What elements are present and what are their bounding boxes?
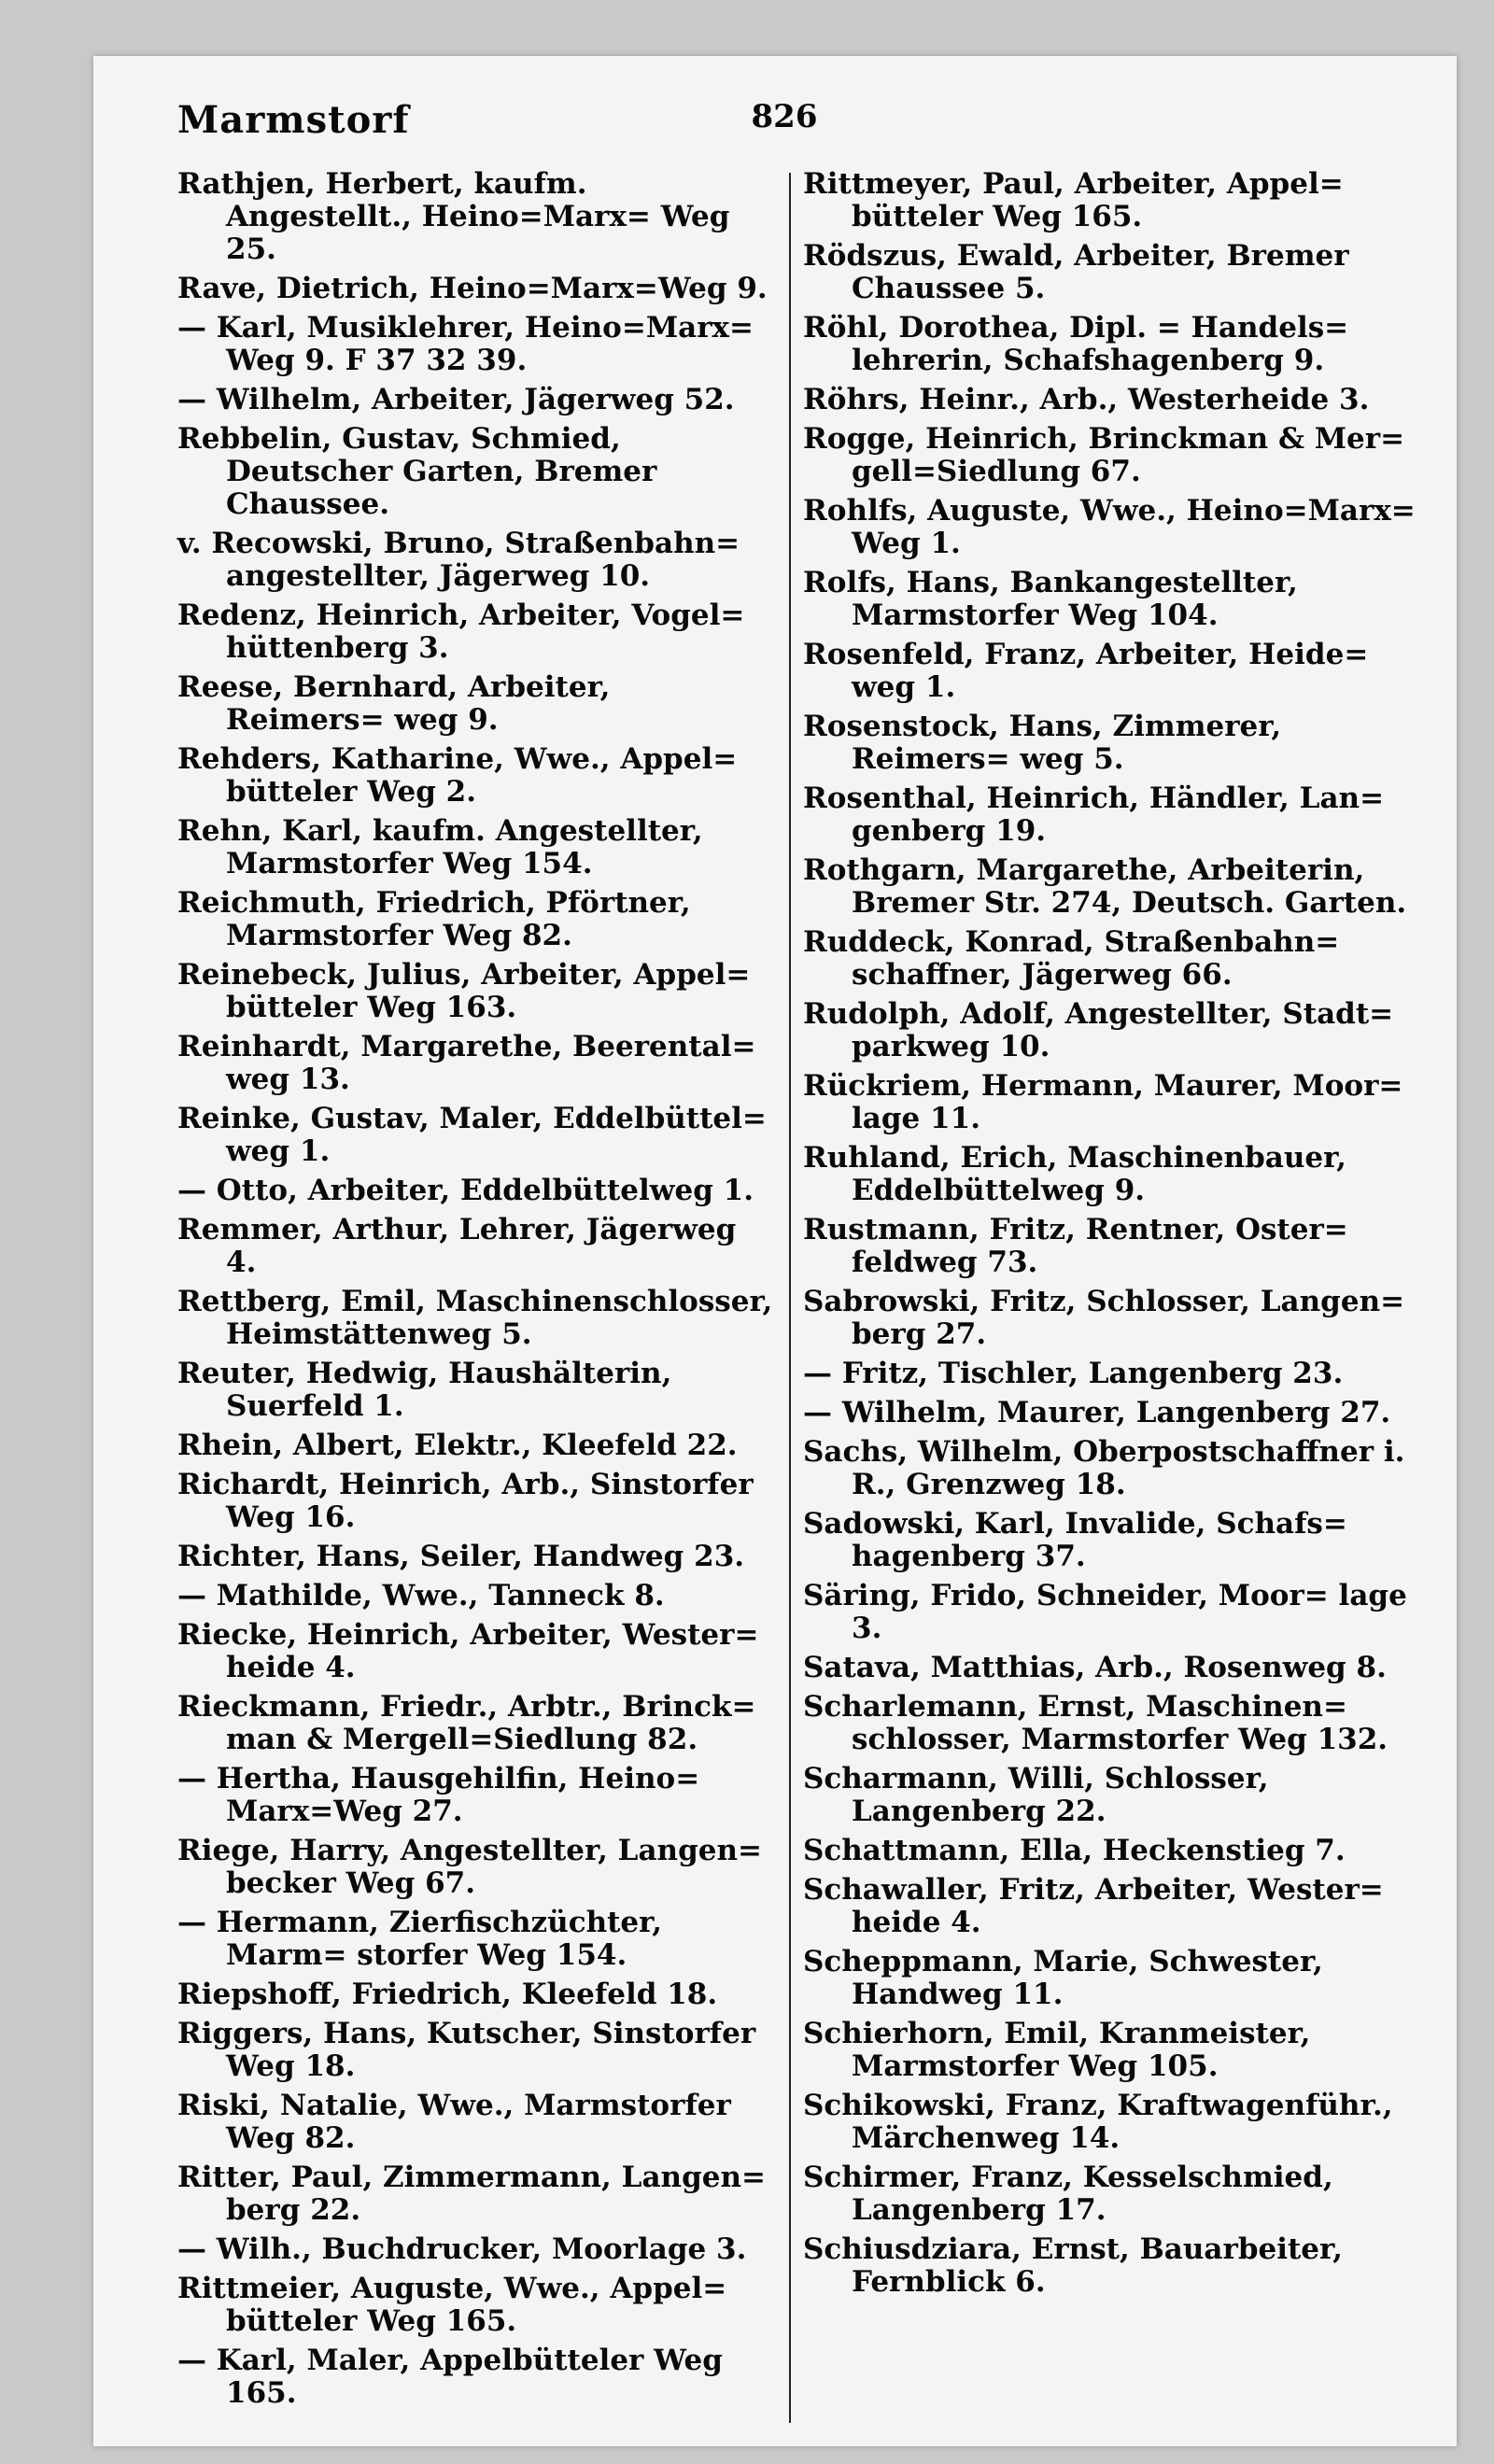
directory-entry: Riepshoff, Friedrich, Kleefeld 18.	[177, 1978, 718, 2011]
directory-entry: Rehders, Katharine, Wwe., Appel= bütteler Weg 2.	[177, 742, 738, 809]
directory-entry: Rebbelin, Gustav, Schmied, Deutscher Garten, Bremer Chaussee.	[177, 422, 657, 521]
directory-entry: Redenz, Heinrich, Arbeiter, Vogel= hüttenberg 3.	[177, 598, 745, 665]
directory-entry: — Wilh., Buchdrucker, Moorlage 3.	[177, 2232, 747, 2266]
directory-entry: Richardt, Heinrich, Arb., Sinstorfer Weg 16.	[177, 1468, 754, 1534]
directory-entry: Riecke, Heinrich, Arbeiter, Wester= heide 4.	[177, 1618, 759, 1684]
directory-entry: — Hertha, Hausgehilfin, Heino= Marx=Weg 27.	[177, 1762, 700, 1828]
directory-entry: Rhein, Albert, Elektr., Kleefeld 22.	[177, 1429, 738, 1462]
directory-entry: Scheppmann, Marie, Schwester, Handweg 11.	[803, 1945, 1323, 2011]
column-divider	[789, 173, 791, 2423]
directory-entry: Rosenfeld, Franz, Arbeiter, Heide= weg 1.	[803, 638, 1369, 704]
directory-entry: Riege, Harry, Angestellter, Langen= becker Weg 67.	[177, 1834, 762, 1900]
directory-entry: Satava, Matthias, Arb., Rosenweg 8.	[803, 1651, 1387, 1684]
directory-entry: Reinebeck, Julius, Arbeiter, Appel= bütteler Weg 163.	[177, 958, 751, 1024]
directory-entry: Ruhland, Erich, Maschinenbauer, Eddelbüttelweg 9.	[803, 1141, 1346, 1207]
directory-entry: Remmer, Arthur, Lehrer, Jägerweg 4.	[177, 1213, 737, 1279]
directory-entry: Rogge, Heinrich, Brinckman & Mer= gell=Siedlung 67.	[803, 422, 1405, 488]
directory-entry: — Mathilde, Wwe., Tanneck 8.	[177, 1579, 665, 1612]
directory-entry: Rave, Dietrich, Heino=Marx=Weg 9.	[177, 272, 768, 305]
directory-entry: Reese, Bernhard, Arbeiter, Reimers= weg 9.	[177, 670, 611, 737]
directory-entry: Rustmann, Fritz, Rentner, Oster= feldweg 73.	[803, 1213, 1348, 1279]
directory-entry: Rudolph, Adolf, Angestellter, Stadt= parkweg 10.	[803, 997, 1394, 1063]
directory-entry: Reinke, Gustav, Maler, Eddelbüttel= weg 1.	[177, 1102, 767, 1168]
running-head: Marmstorf	[177, 98, 410, 142]
page-number: 826	[751, 98, 818, 135]
directory-entry: Richter, Hans, Seiler, Handweg 23.	[177, 1540, 745, 1573]
directory-entry: Reichmuth, Friedrich, Pförtner, Marmstorfer Weg 82.	[177, 886, 691, 952]
directory-entry: Rettberg, Emil, Maschinenschlosser, Heimstättenweg 5.	[177, 1285, 773, 1351]
directory-entry: Schiusdziara, Ernst, Bauarbeiter, Fernblick 6.	[803, 2232, 1343, 2299]
directory-entry: Schikowski, Franz, Kraftwagenführ., Märchenweg 14.	[803, 2089, 1393, 2155]
directory-entry: Rieckmann, Friedr., Arbtr., Brinck= man & Mergell=Siedlung 82.	[177, 1690, 756, 1756]
directory-entry: Reinhardt, Margarethe, Beerental= weg 13.	[177, 1030, 756, 1096]
directory-entry: Rathjen, Herbert, kaufm. Angestellt., Heino=Marx= Weg 25.	[177, 167, 730, 266]
directory-entry: Röhrs, Heinr., Arb., Westerheide 3.	[803, 383, 1370, 416]
directory-entry: Schirmer, Franz, Kesselschmied, Langenberg 17.	[803, 2161, 1333, 2227]
directory-entry: Schierhorn, Emil, Kranmeister, Marmstorfer Weg 105.	[803, 2017, 1311, 2083]
directory-entry: Rohlfs, Auguste, Wwe., Heino=Marx= Weg 1.	[803, 494, 1416, 560]
directory-entry: v. Recowski, Bruno, Straßenbahn= angestellter, Jägerweg 10.	[177, 527, 740, 593]
directory-entry: — Karl, Maler, Appelbütteler Weg 165.	[177, 2344, 723, 2410]
right-column	[803, 168, 1419, 2305]
directory-entry: Scharlemann, Ernst, Maschinen= schlosser, Marmstorfer Weg 132.	[803, 1690, 1388, 1756]
directory-entry: Rückriem, Hermann, Maurer, Moor= lage 11.	[803, 1069, 1403, 1135]
directory-entry: Sachs, Wilhelm, Oberpostschaffner i. R., Grenzweg 18.	[803, 1435, 1405, 1501]
directory-entry: Schawaller, Fritz, Arbeiter, Wester= heide 4.	[803, 1873, 1384, 1939]
directory-entry: Schattmann, Ella, Heckenstieg 7.	[803, 1834, 1346, 1867]
directory-entry: — Fritz, Tischler, Langenberg 23.	[803, 1357, 1344, 1390]
directory-entry: Rosenstock, Hans, Zimmerer, Reimers= weg 5.	[803, 710, 1282, 776]
directory-entry: — Otto, Arbeiter, Eddelbüttelweg 1.	[177, 1174, 754, 1207]
directory-entry: — Hermann, Zierfischzüchter, Marm= storfer Weg 154.	[177, 1906, 663, 1972]
directory-entry: — Wilhelm, Maurer, Langenberg 27.	[803, 1396, 1391, 1429]
directory-entry: Sabrowski, Fritz, Schlosser, Langen= berg 27.	[803, 1285, 1405, 1351]
directory-entry: Rehn, Karl, kaufm. Angestellter, Marmstorfer Weg 154.	[177, 814, 703, 880]
directory-page	[93, 56, 1457, 2446]
directory-entry: Reuter, Hedwig, Haushälterin, Suerfeld 1.	[177, 1357, 672, 1423]
directory-entry: Ritter, Paul, Zimmermann, Langen= berg 22.	[177, 2161, 766, 2227]
directory-entry: Rittmeier, Auguste, Wwe., Appel= bütteler Weg 165.	[177, 2272, 727, 2338]
directory-entry: Riski, Natalie, Wwe., Marmstorfer Weg 82.	[177, 2089, 731, 2155]
directory-entry: Säring, Frido, Schneider, Moor= lage 3.	[803, 1579, 1407, 1645]
directory-entry: Scharmann, Willi, Schlosser, Langenberg 22.	[803, 1762, 1269, 1828]
directory-entry: — Karl, Musiklehrer, Heino=Marx= Weg 9. F 37 32 39.	[177, 311, 754, 377]
directory-entry: Sadowski, Karl, Invalide, Schafs= hagenberg 37.	[803, 1507, 1347, 1573]
page-header	[177, 98, 1391, 154]
directory-entry: Riggers, Hans, Kutscher, Sinstorfer Weg 18.	[177, 2017, 756, 2083]
directory-entry: Rittmeyer, Paul, Arbeiter, Appel= bütteler Weg 165.	[803, 167, 1344, 233]
left-column	[177, 168, 775, 2416]
directory-entry: Rolfs, Hans, Bankangestellter, Marmstorfer Weg 104.	[803, 566, 1298, 632]
directory-entry: Rödszus, Ewald, Arbeiter, Bremer Chaussee 5.	[803, 239, 1349, 305]
directory-entry: Rothgarn, Margarethe, Arbeiterin, Bremer Str. 274, Deutsch. Garten.	[803, 853, 1407, 920]
directory-entry: Rosenthal, Heinrich, Händler, Lan= genberg 19.	[803, 781, 1385, 848]
directory-entry: — Wilhelm, Arbeiter, Jägerweg 52.	[177, 383, 735, 416]
directory-entry: Ruddeck, Konrad, Straßenbahn= schaffner, Jägerweg 66.	[803, 925, 1340, 992]
directory-entry: Röhl, Dorothea, Dipl. = Handels= lehrerin, Schafshagenberg 9.	[803, 311, 1349, 377]
